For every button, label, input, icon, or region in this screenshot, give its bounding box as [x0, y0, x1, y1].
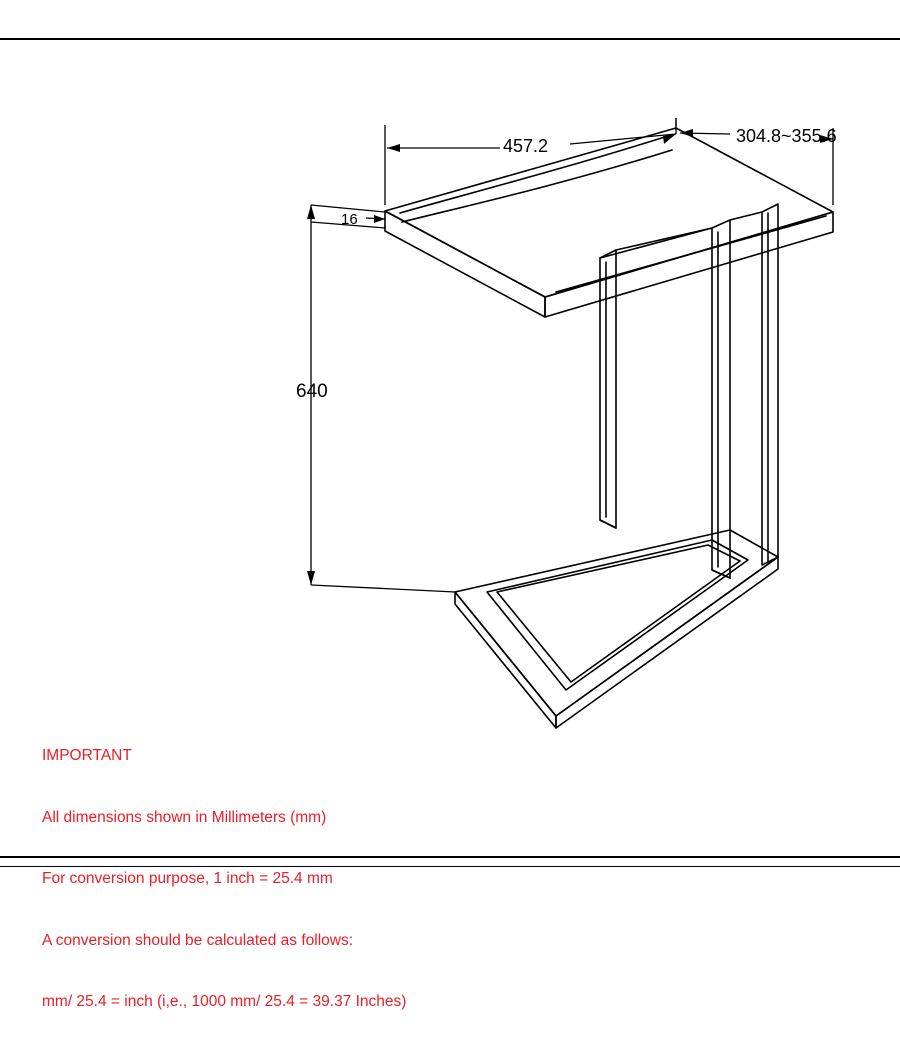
base-front-edge [556, 557, 778, 728]
dim-text-top-width: 457.2 [503, 136, 549, 156]
leader-height-bottom [311, 585, 455, 592]
dim-text-top-depth: 304.8~355.6 [736, 126, 837, 146]
leg-top-connector-c [730, 212, 762, 220]
table-top-inner-contour-back2 [402, 150, 672, 222]
leg-rear-base-junction [600, 520, 616, 528]
dimension-lines [307, 118, 833, 592]
dim-text-overall-height: 640 [296, 381, 328, 402]
arrow-height-top [307, 205, 315, 219]
table-top-right-edge [545, 212, 833, 317]
arrow-thickness [374, 215, 385, 223]
notes-line-3: A conversion should be calculated as follows: [42, 931, 354, 949]
leg-right-face [762, 204, 778, 565]
bottom-border-rule-lower [0, 866, 900, 867]
base-inner-opening-2 [497, 545, 740, 682]
important-notes [42, 705, 562, 1054]
leg-rear-inner [600, 250, 616, 528]
dimension-text-group [296, 126, 837, 402]
base-inner-opening [487, 540, 748, 690]
notes-line-2: For conversion purpose, 1 inch = 25.4 mm [42, 870, 333, 887]
table-geometry [385, 128, 833, 728]
leg-front-outer [712, 220, 730, 578]
bottom-border-rule-upper [0, 856, 900, 858]
notes-line-4: mm/ 25.4 = inch (i,e., 1000 mm/ 25.4 = 39.37 Inches) [42, 993, 407, 1010]
notes-line-1: All dimensions shown in Millimeters (mm) [42, 808, 327, 826]
table-top-front-edge [385, 211, 545, 317]
arrow-width-left [387, 144, 400, 152]
notes-heading: IMPORTANT [42, 747, 132, 764]
dim-text-top-thickness: 16 [341, 211, 358, 228]
table-top-inner-contour-front [556, 216, 826, 292]
arrow-height-bottom [307, 571, 315, 585]
arrow-depth-left [680, 129, 693, 137]
